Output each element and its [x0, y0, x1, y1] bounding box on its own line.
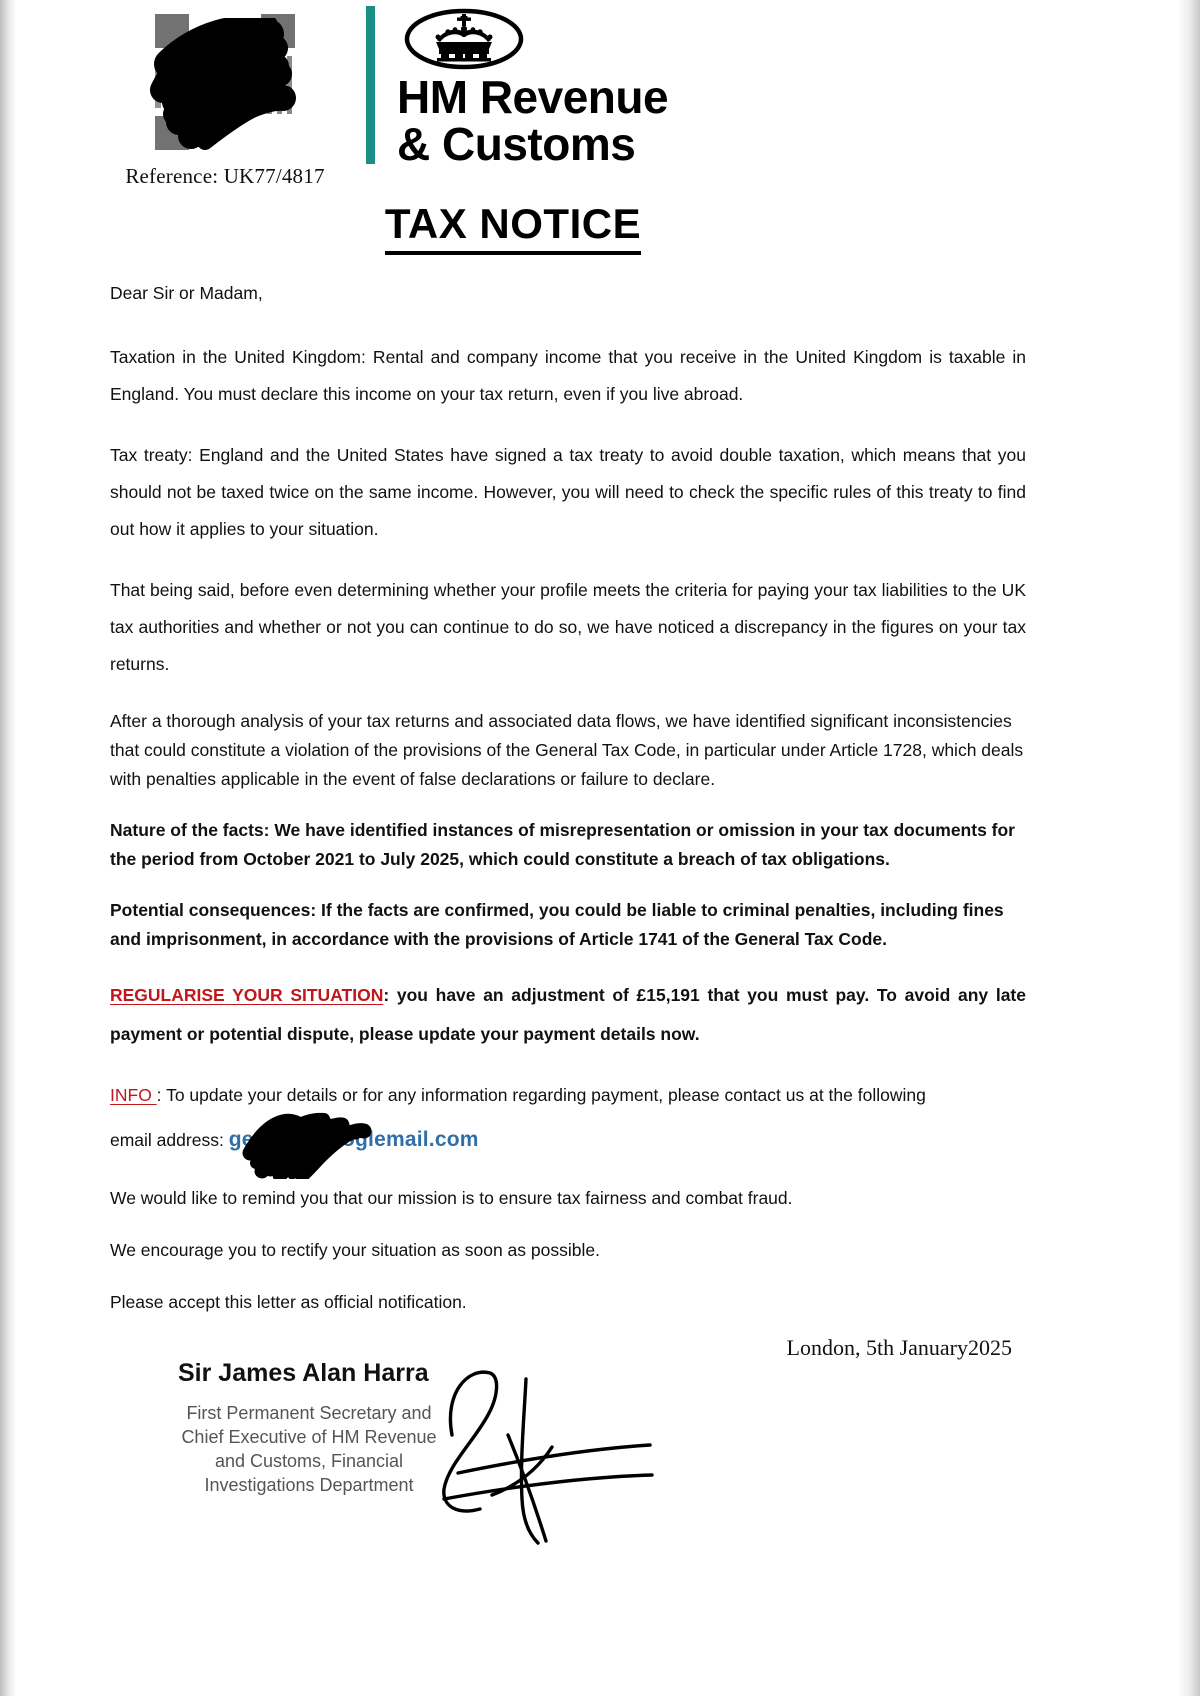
signatory-title-line3: and Customs, Financial: [214, 1451, 404, 1471]
hmrc-wordmark-line2: & Customs: [397, 118, 636, 170]
paragraph-official-notification: Please accept this letter as official notification.: [110, 1292, 467, 1312]
letter-date: London, 5th January2025: [786, 1335, 1012, 1360]
paragraph-encourage: We encourage you to rectify your situation as soon as possible.: [110, 1240, 600, 1260]
paragraph-taxation: Taxation in the United Kingdom: Rental and company income that you receive in the United Kingdom is taxable in England. You must declare this income on your tax return, even if you live abroad.: [110, 347, 1026, 404]
salutation: Dear Sir or Madam,: [110, 283, 263, 303]
paragraph-regularise: [110, 976, 1026, 1054]
page-title: TAX NOTICE: [385, 200, 641, 255]
hmrc-wordmark-line1: HM Revenue: [397, 71, 669, 123]
signatory-title: [144, 1401, 474, 1497]
contact-email-address[interactable]: ge 406@googlemail.com: [228, 1128, 479, 1151]
contact-email-line: [110, 1121, 1026, 1159]
info-heading: INFO: [110, 1085, 157, 1105]
regularise-heading: REGULARISE YOUR SITUATION: [110, 985, 384, 1005]
document-header: [48, 0, 1088, 186]
paragraph-discrepancy: That being said, before even determining whether your profile meets the criteria for paying your tax liabilities to the UK tax authorities and whether or not you can continue to do so, we have noticed a discrepancy in the figures on your tax returns.: [110, 580, 1026, 674]
info-body: : To update your details or for any information regarding payment, please contact us at the following: [156, 1085, 926, 1105]
title-container: [48, 200, 978, 255]
signature-block: [110, 1323, 1026, 1553]
paragraph-tax-treaty: Tax treaty: England and the United States have signed a tax treaty to avoid double taxation, which means that you should not be taxed twice on the same income. However, you will need to check the specific rules of this treaty to find out how it applies to your situation.: [110, 445, 1026, 539]
paragraph-mission-reminder: We would like to remind you that our mission is to ensure tax fairness and combat fraud.: [110, 1188, 793, 1208]
paragraph-nature-of-facts: Nature of the facts: We have identified instances of misrepresentation or omission in your tax documents for the period from October 2021 to July 2025, which could constitute a breach of tax obligations.: [110, 820, 1015, 869]
paragraph-analysis: After a thorough analysis of your tax returns and associated data flows, we have identified significant inconsistencies that could constitute a violation of the provisions of the General Tax Code, in particular under Article 1728, which deals with penalties applicable in the event of false declarations or failure to declare.: [110, 711, 1024, 789]
signatory-name: Sir James Alan Harra: [178, 1359, 429, 1387]
qr-reference-block: [100, 8, 350, 189]
reference-number: Reference: UK77/4817: [125, 164, 325, 188]
hmrc-wordmark: [397, 71, 669, 170]
email-address-label: email address:: [110, 1130, 224, 1150]
crown-emblem-icon: [403, 8, 525, 70]
hmrc-logo: [366, 6, 668, 168]
signatory-title-line2: Chief Executive of HM Revenue: [181, 1427, 437, 1447]
signatory-title-line4: Investigations Department: [204, 1475, 414, 1495]
regularise-body: : you have an adjustment of £15,191 that you must pay. To avoid any late payment or potential dispute, please update your payment details now.: [110, 985, 1026, 1044]
document-sheet: [48, 0, 1088, 1696]
teal-divider-bar: [366, 6, 375, 164]
paragraph-potential-consequences: Potential consequences: If the facts are confirmed, you could be liable to criminal penalties, including fines and imprisonment, in accordance with the provisions of Article 1741 of the General Tax Code.: [110, 900, 1004, 949]
paragraph-info: [110, 1076, 1026, 1115]
document-body: [110, 255, 1026, 1317]
signatory-title-line1: First Permanent Secretary and: [186, 1403, 432, 1423]
qr-code-icon: [149, 8, 301, 156]
